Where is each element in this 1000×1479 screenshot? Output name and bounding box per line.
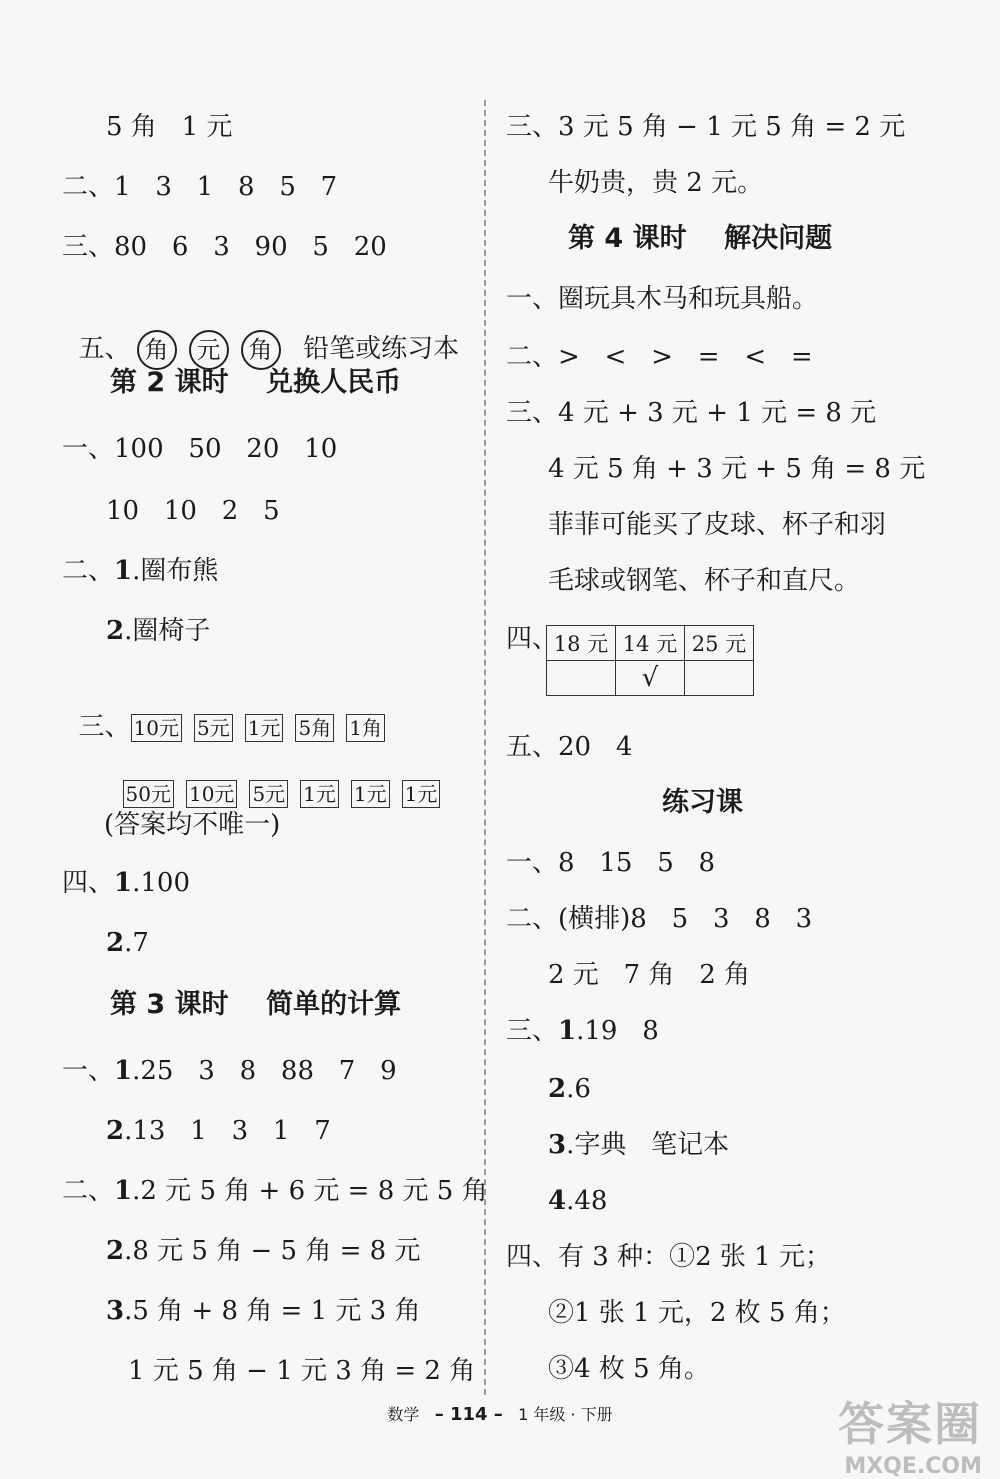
footer-grade: 1 年级 · 下册 [518, 1405, 613, 1424]
item-prefix: 二、 [62, 1176, 115, 1206]
answer-line [106, 926, 149, 960]
answer-line: 一、8 15 5 8 [506, 848, 716, 878]
price-table [546, 625, 754, 696]
table-cell: 14 元 [616, 626, 685, 661]
item-number: 2 [106, 1116, 125, 1146]
item-number: 2 [106, 928, 125, 958]
money-box: 1元 [402, 780, 441, 808]
answer-text: .圈椅子 [124, 616, 211, 646]
item-prefix: 三、 [506, 1016, 559, 1046]
money-box: 10元 [131, 714, 182, 742]
money-box: 1元 [300, 780, 339, 808]
money-box: 1元 [245, 714, 284, 742]
section-heading: 练习课 [662, 787, 743, 818]
item-number: 2 [106, 616, 125, 646]
watermark-logo [838, 1388, 982, 1479]
answer-line [62, 866, 190, 900]
answer-line [548, 1128, 729, 1162]
answer-line [548, 1072, 591, 1106]
answer-line: ②1 张 1 元，2 枚 5 角； [548, 1298, 846, 1328]
money-box: 1角 [346, 714, 385, 742]
answer-line [62, 1054, 397, 1088]
answer-line: 5 角 1 元 [106, 112, 233, 142]
table-cell [547, 661, 616, 696]
item-number: 1 [114, 1056, 133, 1086]
item-number: 1 [558, 1016, 577, 1046]
circled-answer: 角 [241, 330, 281, 370]
answer-text: .字典 笔记本 [566, 1130, 730, 1160]
circled-answer: 元 [189, 330, 229, 370]
answer-line [62, 1174, 488, 1208]
money-box: 1元 [351, 780, 390, 808]
table-cell: 18 元 [547, 626, 616, 661]
footer-subject: 数学 [387, 1405, 420, 1424]
answer-line: 三、3 元 5 角 − 1 元 5 角 = 2 元 [506, 112, 906, 142]
answer-line: 五、20 4 [506, 732, 633, 762]
money-box: 5元 [194, 714, 233, 742]
answer-line: 10 10 2 5 [106, 496, 280, 526]
answer-line-circles [62, 296, 459, 370]
table-row [547, 626, 754, 661]
item-number: 1 [114, 1176, 133, 1206]
answer-text: 铅笔或练习本 [303, 334, 460, 364]
answer-line: 毛球或钢笔、杯子和直尺。 [548, 566, 861, 596]
item-number: 4 [548, 1186, 567, 1216]
circled-answer: 角 [137, 330, 177, 370]
item-prefix: 五、 [78, 334, 131, 364]
answer-line: 一、100 50 20 10 [62, 434, 338, 464]
answer-line-boxes [106, 742, 452, 810]
item-number: 1 [114, 556, 133, 586]
answer-line [106, 1294, 420, 1328]
answer-line: 三、80 6 3 90 5 20 [62, 232, 387, 262]
money-box: 5元 [249, 780, 288, 808]
item-prefix: 四、 [62, 868, 115, 898]
item-number: 3 [548, 1130, 567, 1160]
answer-line: ③4 枚 5 角。 [548, 1354, 710, 1384]
answer-note: (答案均不唯一) [104, 810, 281, 840]
answer-line [506, 1014, 659, 1048]
table-cell [685, 661, 754, 696]
page-number: – 114 – [434, 1404, 503, 1425]
answer-line: 一、圈玩具木马和玩具船。 [506, 284, 819, 314]
answer-line: 菲菲可能买了皮球、杯子和羽 [548, 510, 887, 540]
money-box: 10元 [186, 780, 237, 808]
item-prefix: 三、 [78, 712, 131, 742]
answer-text: .13 1 3 1 7 [124, 1116, 331, 1146]
answer-line: 三、4 元 + 3 元 + 1 元 = 8 元 [506, 398, 877, 428]
answer-line: 二、> < > = < = [506, 342, 813, 372]
money-box: 50元 [123, 780, 174, 808]
answer-line: 4 元 5 角 + 3 元 + 5 角 = 8 元 [548, 454, 926, 484]
answer-line [62, 554, 218, 588]
answer-line [548, 1184, 607, 1218]
answer-text: .8 元 5 角 − 5 角 = 8 元 [124, 1236, 421, 1266]
answer-line: 1 元 5 角 − 1 元 3 角 = 2 角 [128, 1356, 476, 1386]
answer-text: .48 [566, 1186, 608, 1216]
item-number: 3 [106, 1296, 125, 1326]
answer-text: .7 [124, 928, 149, 958]
answer-text: .2 元 5 角 + 6 元 = 8 元 5 角 [132, 1176, 488, 1206]
answer-text: .圈布熊 [132, 556, 219, 586]
answer-line: 二、1 3 1 8 5 7 [62, 172, 338, 202]
answer-text: .25 3 8 88 7 9 [132, 1056, 397, 1086]
table-cell: 25 元 [685, 626, 754, 661]
answer-text: .19 8 [576, 1016, 659, 1046]
answer-line: 二、(横排)8 5 3 8 3 [506, 904, 813, 934]
table-cell: √ [616, 661, 685, 696]
answer-line [106, 1114, 331, 1148]
answer-line-boxes [62, 676, 397, 744]
item-prefix: 四、 [506, 624, 559, 654]
table-row [547, 661, 754, 696]
answer-text: .5 角 + 8 角 = 1 元 3 角 [124, 1296, 421, 1326]
item-prefix: 一、 [62, 1056, 115, 1086]
money-box: 5角 [295, 714, 334, 742]
watermark-url: MXQE.COM [844, 1454, 982, 1479]
item-prefix: 二、 [62, 556, 115, 586]
section-heading: 第 2 课时 兑换人民币 [110, 367, 402, 398]
watermark-text: 答案圈 [838, 1397, 982, 1451]
section-heading: 第 3 课时 简单的计算 [110, 989, 402, 1020]
answer-line [106, 1234, 420, 1268]
answer-text: .6 [566, 1074, 591, 1104]
item-number: 2 [548, 1074, 567, 1104]
item-number: 1 [114, 868, 133, 898]
item-number: 2 [106, 1236, 125, 1266]
answer-line: 牛奶贵，贵 2 元。 [548, 168, 764, 198]
answer-text: .100 [132, 868, 190, 898]
answer-line: 2 元 7 角 2 角 [548, 960, 751, 990]
answer-line: 四、有 3 种：①2 张 1 元； [506, 1242, 831, 1272]
section-heading: 第 4 课时 解决问题 [568, 223, 833, 254]
answer-line [106, 614, 210, 648]
